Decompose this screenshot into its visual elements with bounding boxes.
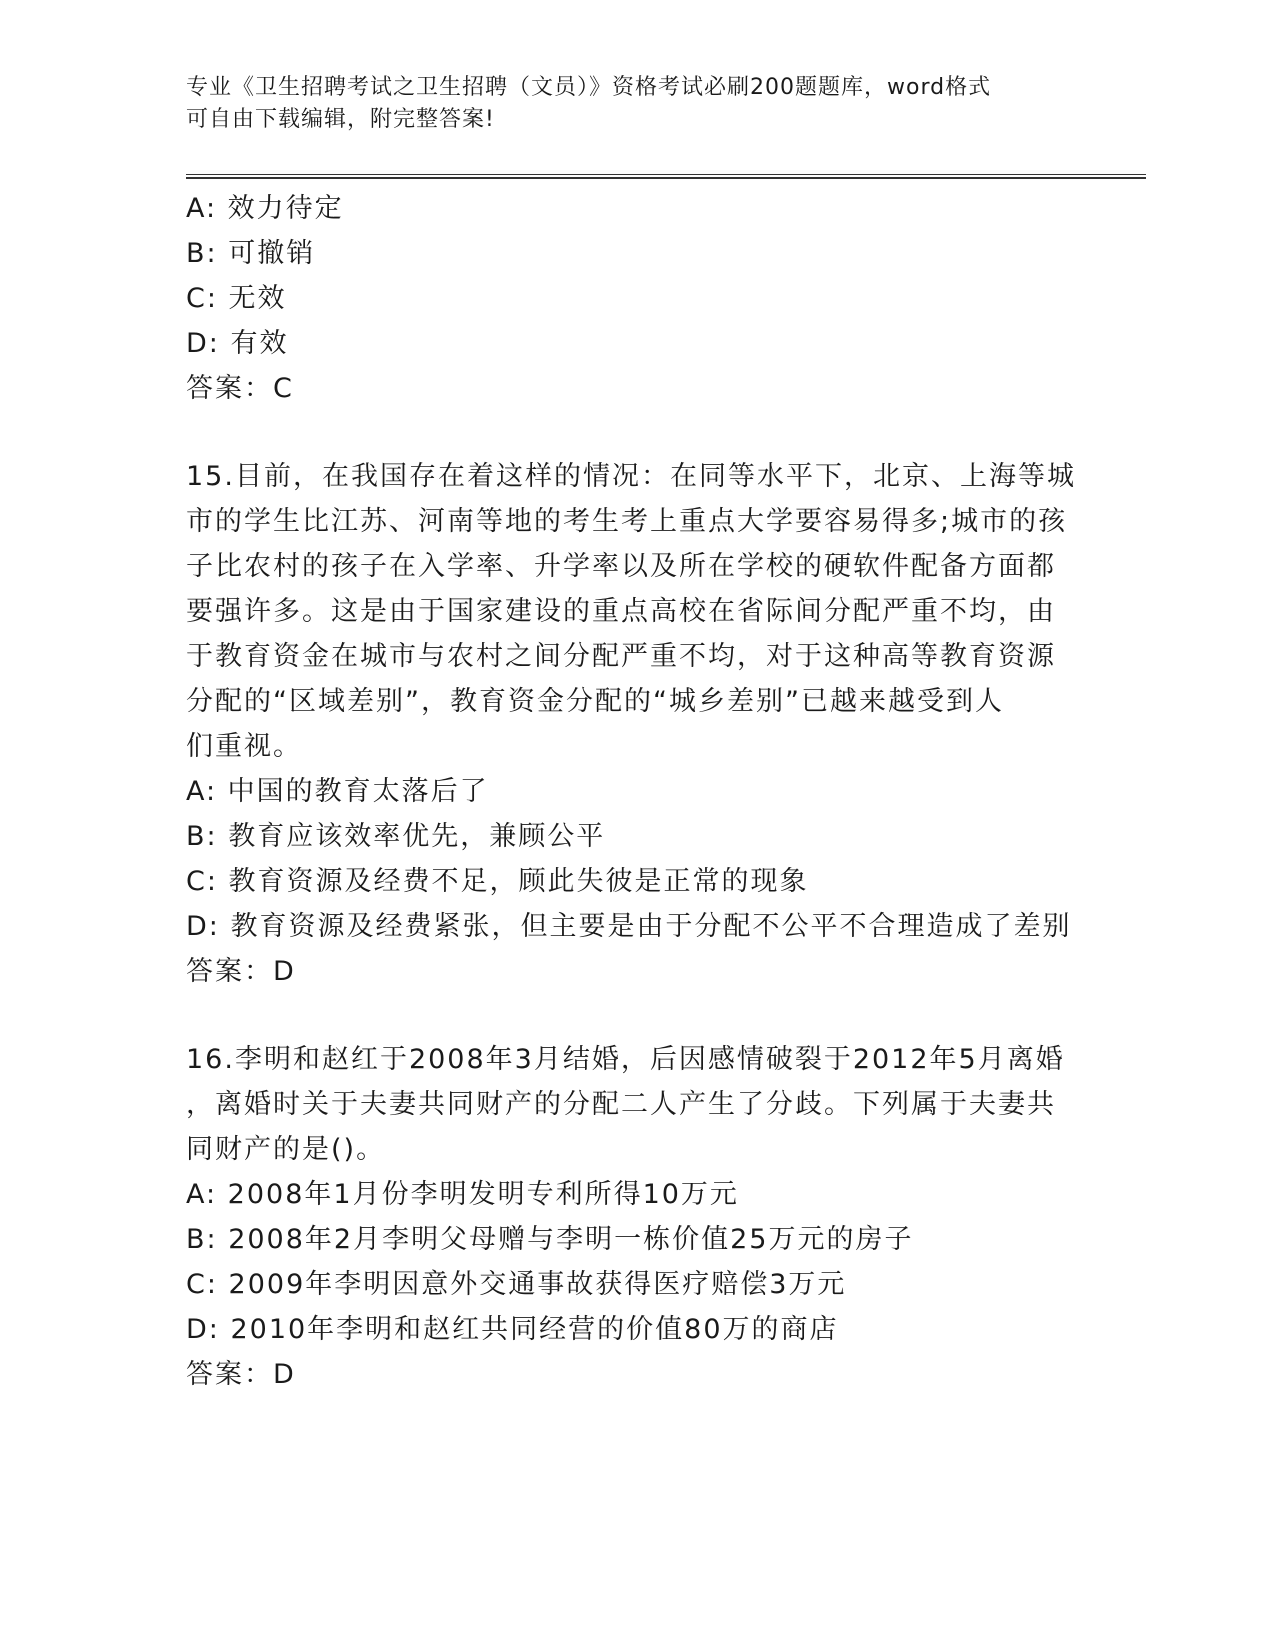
option-a: A: 2008年1月份李明发明专利所得10万元: [186, 1179, 739, 1210]
header-divider: [186, 174, 1146, 179]
header-line-1: 专业《卫生招聘考试之卫生招聘（文员）》资格考试必刷200题题库，word格式: [186, 75, 992, 100]
option-a: A: 中国的教育太落后了: [186, 776, 489, 807]
question-16-text-line: ，离婚时关于夫妻共同财产的分配二人产生了分歧。下列属于夫妻共: [186, 1089, 1056, 1120]
option-c: C: 无效: [186, 283, 287, 314]
question-15-text-line: 于教育资金在城市与农村之间分配严重不均，对于这种高等教育资源: [186, 641, 1056, 672]
question-15-text-line: 们重视。: [186, 731, 302, 762]
page-header: [186, 72, 1056, 136]
question-14-block: [186, 186, 1066, 411]
spacer: [186, 411, 1066, 454]
option-c: C: 教育资源及经费不足，顾此失彼是正常的现象: [186, 866, 809, 897]
option-d: D: 2010年李明和赵红共同经营的价值80万的商店: [186, 1314, 839, 1345]
answer-line: 答案：D: [186, 1359, 296, 1390]
spacer: [186, 994, 1066, 1037]
question-15-block: [186, 454, 1076, 994]
option-b: B: 教育应该效率优先，兼顾公平: [186, 821, 606, 852]
option-b: B: 2008年2月李明父母赠与李明一栋价值25万元的房子: [186, 1224, 914, 1255]
answer-line: 答案：D: [186, 956, 296, 987]
question-16-text-line: 16.李明和赵红于2008年3月结婚，后因感情破裂于2012年5月离婚: [186, 1044, 1065, 1075]
option-a: A: 效力待定: [186, 193, 344, 224]
question-15-text-line: 市的学生比江苏、河南等地的考生考上重点大学要容易得多;城市的孩: [186, 506, 1068, 537]
header-line-2: 可自由下载编辑，附完整答案!: [186, 107, 495, 132]
option-d: D: 教育资源及经费紧张，但主要是由于分配不公平不合理造成了差别: [186, 911, 1072, 942]
question-16-block: [186, 1037, 1066, 1397]
option-b: B: 可撤销: [186, 238, 316, 269]
answer-line: 答案：C: [186, 373, 294, 404]
questions-content: [186, 186, 1076, 1397]
option-c: C: 2009年李明因意外交通事故获得医疗赔偿3万元: [186, 1269, 847, 1300]
question-16-text-line: 同财产的是()。: [186, 1134, 386, 1165]
option-d: D: 有效: [186, 328, 289, 359]
question-15-text-line: 子比农村的孩子在入学率、升学率以及所在学校的硬软件配备方面都: [186, 551, 1056, 582]
question-15-text-line: 分配的“区域差别”，教育资金分配的“城乡差别”已越来越受到人: [186, 686, 1004, 717]
question-15-text-line: 要强许多。这是由于国家建设的重点高校在省际间分配严重不均，由: [186, 596, 1056, 627]
question-15-text-line: 15.目前，在我国存在着这样的情况：在同等水平下，北京、上海等城: [186, 461, 1076, 492]
